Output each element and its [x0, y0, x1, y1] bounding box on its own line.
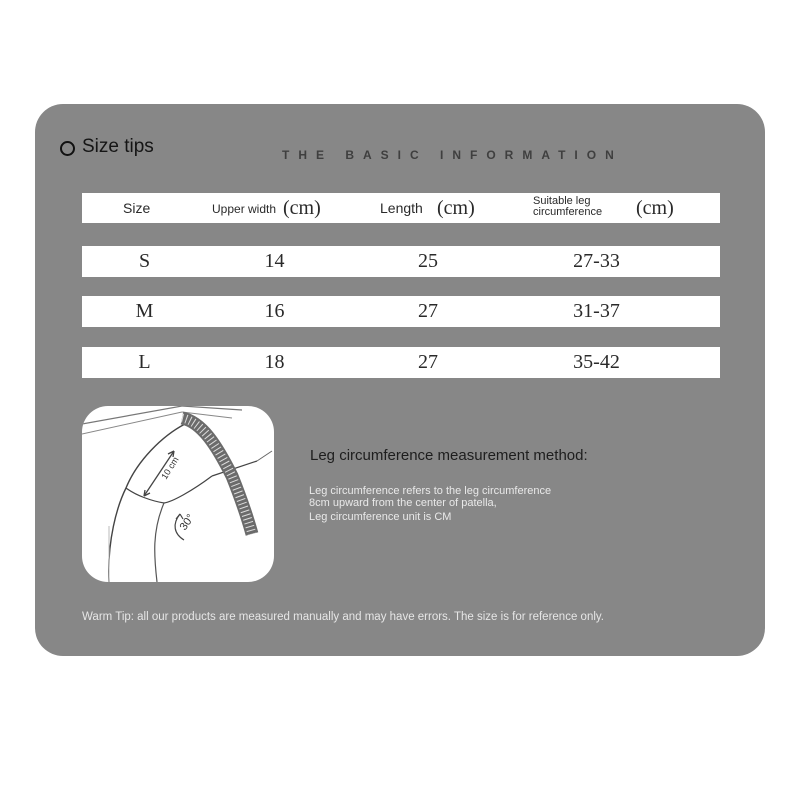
table-header-row	[82, 193, 720, 223]
circle-bullet-icon	[60, 141, 75, 156]
column-header-length-unit: (cm)	[437, 197, 475, 219]
size-tips-title: Size tips	[82, 136, 154, 157]
basic-info-subtitle: THE BASIC INFORMATION	[282, 148, 623, 162]
column-header-circumference-line1: Suitable leg	[533, 195, 591, 207]
method-description	[309, 485, 609, 523]
size-cell: S	[138, 250, 151, 272]
table-row	[82, 347, 720, 378]
method-title: Leg circumference measurement method:	[310, 447, 588, 464]
circumference-cell: 31-37	[573, 300, 620, 322]
knee-measurement-illustration	[82, 406, 274, 582]
size-cell: M	[135, 300, 154, 322]
column-header-upper-width: Upper width	[212, 202, 277, 216]
size-cell: L	[138, 351, 151, 373]
method-line-2: 8cm upward from the center of patella,	[309, 497, 497, 509]
circumference-cell: 35-42	[573, 351, 620, 373]
upper-width-cell: 16	[264, 300, 285, 322]
upper-width-cell: 14	[264, 250, 285, 272]
column-header-circumference-unit: (cm)	[636, 197, 674, 219]
circumference-cell: 27-33	[573, 250, 620, 272]
table-row	[82, 246, 720, 277]
length-cell: 27	[418, 351, 438, 373]
column-header-upper-width-unit: (cm)	[283, 197, 321, 219]
length-cell: 25	[418, 250, 438, 272]
table-row	[82, 296, 720, 327]
column-header-size: Size	[123, 200, 151, 216]
method-line-1: Leg circumference refers to the leg circumference	[309, 485, 552, 497]
warm-tip-text: Warm Tip: all our products are measured manually and may have errors. The size is for reference only.	[82, 611, 604, 623]
method-line-3: Leg circumference unit is CM	[309, 511, 452, 523]
column-header-circumference-line2: circumference	[533, 206, 603, 218]
distance-label: 10 cm	[159, 454, 181, 482]
length-cell: 27	[418, 300, 438, 322]
angle-label: 30°	[177, 512, 198, 533]
upper-width-cell: 18	[264, 351, 285, 373]
knee-diagram-svg	[82, 406, 274, 582]
column-header-length: Length	[380, 200, 423, 216]
size-tips-header	[60, 136, 154, 158]
column-header-circumference	[533, 196, 623, 218]
